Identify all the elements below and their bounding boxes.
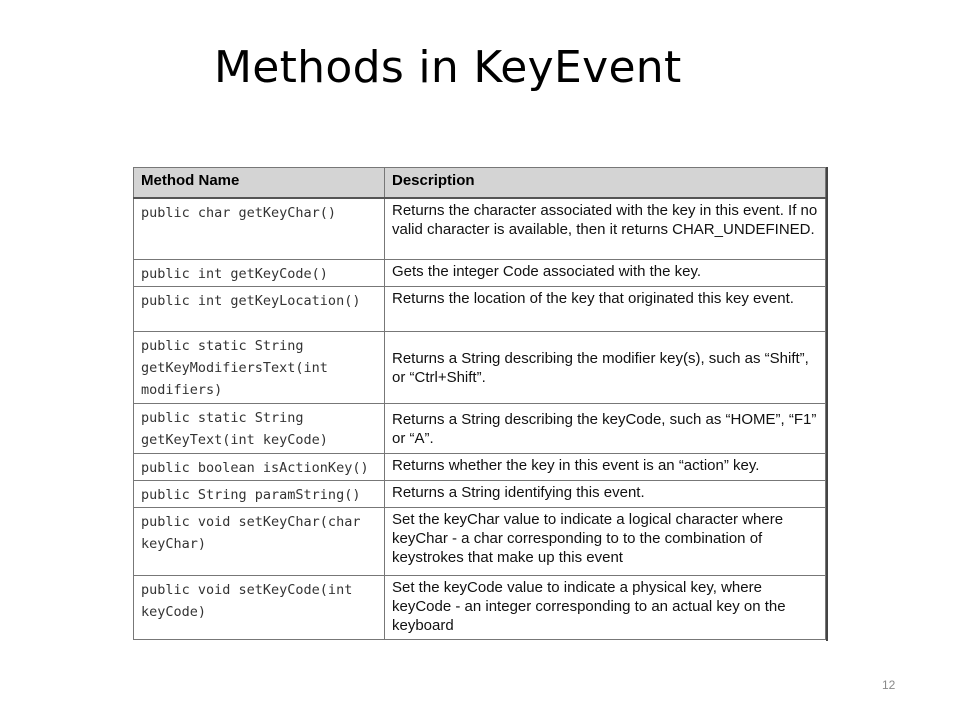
table-row — [134, 453, 826, 480]
table-row — [134, 507, 826, 575]
method-cell: public int getKeyCode() — [134, 259, 385, 286]
table-row — [134, 403, 826, 453]
methods-table — [133, 167, 826, 640]
description-cell: Returns a String describing the keyCode, such as “HOME”, “F1” or “A”. — [385, 403, 826, 453]
method-cell: public void setKeyCode(int keyCode) — [134, 575, 385, 639]
column-header-method-name: Method Name — [134, 168, 385, 199]
methods-table-container — [133, 167, 828, 641]
method-cell: public static String getKeyText(int keyCode) — [134, 403, 385, 453]
table-row — [134, 259, 826, 286]
table-row — [134, 198, 826, 259]
description-cell: Returns the character associated with the key in this event. If no valid character is available, then it returns CHAR_UNDEFINED. — [385, 198, 826, 259]
table-row — [134, 286, 826, 331]
table-row — [134, 331, 826, 403]
description-cell: Returns whether the key in this event is an “action” key. — [385, 453, 826, 480]
page-number: 12 — [882, 678, 896, 692]
method-cell: public char getKeyChar() — [134, 198, 385, 259]
description-cell: Returns the location of the key that originated this key event. — [385, 286, 826, 331]
table-row — [134, 480, 826, 507]
table-row — [134, 575, 826, 639]
slide-title: Methods in KeyEvent — [214, 42, 682, 93]
method-cell: public int getKeyLocation() — [134, 286, 385, 331]
table-header-row — [134, 168, 826, 199]
method-cell: public String paramString() — [134, 480, 385, 507]
description-cell: Returns a String describing the modifier key(s), such as “Shift”, or “Ctrl+Shift”. — [385, 331, 826, 403]
method-cell: public boolean isActionKey() — [134, 453, 385, 480]
column-header-description: Description — [385, 168, 826, 199]
description-cell: Returns a String identifying this event. — [385, 480, 826, 507]
description-cell: Gets the integer Code associated with the key. — [385, 259, 826, 286]
method-cell: public static String getKeyModifiersText(int modifiers) — [134, 331, 385, 403]
description-cell: Set the keyChar value to indicate a logical character where keyChar - a char corresponding to to the combination of keystrokes that make up this event — [385, 507, 826, 575]
method-cell: public void setKeyChar(char keyChar) — [134, 507, 385, 575]
description-cell: Set the keyCode value to indicate a physical key, where keyCode - an integer corresponding to an actual key on the keyboard — [385, 575, 826, 639]
